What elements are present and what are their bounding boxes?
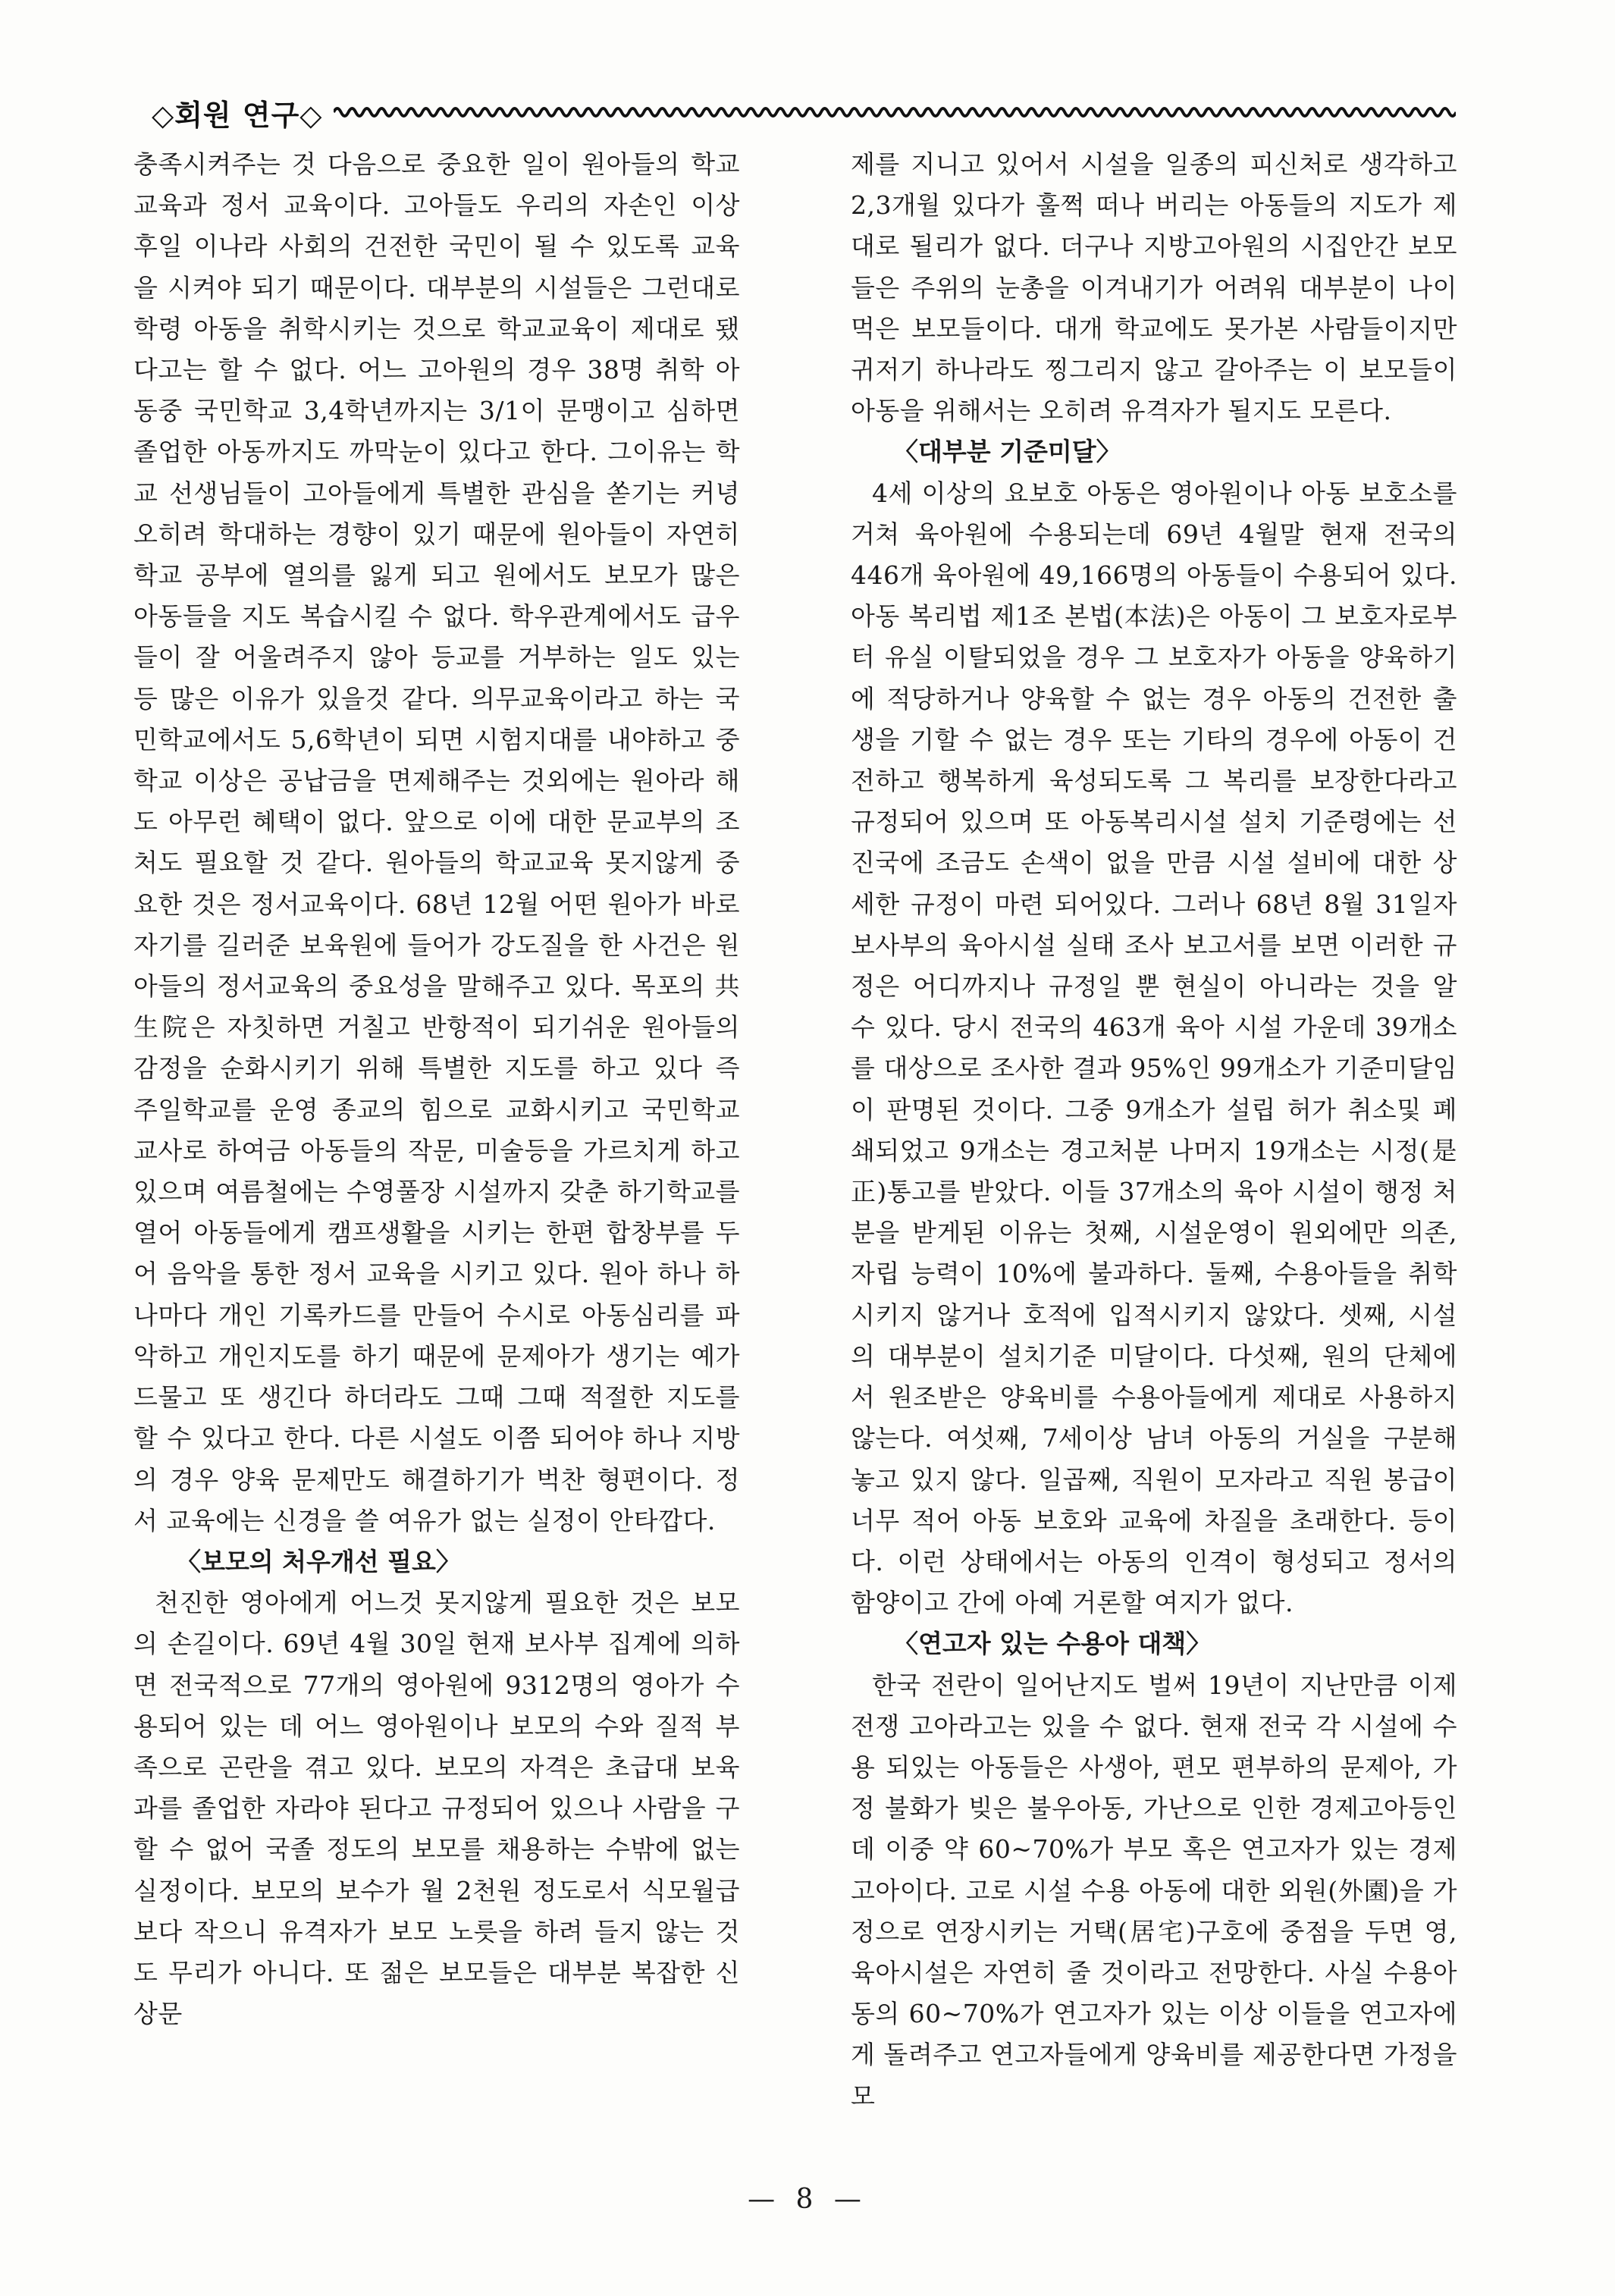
left-paragraph-1: 충족시켜주는 것 다음으로 중요한 일이 원아들의 학교 교육과 정서 교육이다. 고아들도 우리의 자손인 이상 후일 이나라 사회의 건전한 국민이 될 수 있도록 교육을 시켜야 되기 때문이다. 대부분의 시설들은 그런대로 학령 아동을 취학시키는 것으로 학교교육이 제대로 됐다고는 할 수 없다. 어느 고아원의 경우 38명 취학 아동중 국민학교 3,4학년까지는 3/1이 문맹이고 심하면 졸업한 아동까지도 까막눈이 있다고 한다. 그이유는 학교 선생님들이 고아들에게 특별한 관심을 쏟기는 커녕 오히려 학대하는 경향이 있기 때문에 원아들이 자연히 학교 공부에 열의를 잃게 되고 원에서도 보모가 많은 아동들을 지도 복습시킬 수 없다. 학우관계에서도 급우들이 잘 어울려주지 않아 등교를 거부하는 일도 있는 등 많은 이유가 있을것 같다. 의무교육이라고 하는 국민학교에서도 5,6학년이 되면 시험지대를 내야하고 중학교 이상은 공납금을 면제해주는 것외에는 원아라 해도 아무런 혜택이 없다. 앞으로 이에 대한 문교부의 조처도 필요할 것 같다. 원아들의 학교교육 못지않게 중요한 것은 정서교육이다. 68년 12월 어떤 원아가 바로 자기를 길러준 보육원에 들어가 강도질을 한 사건은 원아들의 정서교육의 중요성을 말해주고 있다. 목포의 共生院은 자칫하면 거칠고 반항적이 되기쉬운 원아들의 감정을 순화시키기 위해 특별한 지도를 하고 있다 즉 주일학교를 운영 종교의 힘으로 교화시키고 국민학교 교사로 하여금 아동들의 작문, 미술등을 가르치게 하고 있으며 여름철에는 수영풀장 시설까지 갖춘 하기학교를 열어 아동들에게 캠프생활을 시키는 한편 합창부를 두어 음악을 통한 정서 교육을 시키고 있다. 원아 하나 하나마다 개인 기록카드를 만들어 수시로 아동심리를 파악하고 개인지도를 하기 때문에 문제아가 생기는 예가 드물고 또 생긴다 하더라도 그때 그때 적절한 지도를 할 수 있다고 한다. 다른 시설도 이쯤 되어야 하나 지방의 경우 양육 문제만도 해결하기가 벅찬 형편이다. 정서 교육에는 신경을 쓸 여유가 없는 실정이 안타깝다. (133, 149, 740, 1535)
heading-caregiver-treatment: 〈보모의 처우개선 필요〉 (176, 1546, 461, 1576)
left-column (133, 144, 740, 2034)
heading-relatives-measures: 〈연고자 있는 수용아 대책〉 (893, 1629, 1212, 1659)
right-paragraph-2: 4세 이상의 요보호 아동은 영아원이나 아동 보호소를 거쳐 육아원에 수용되는데 69년 4월말 현재 전국의 446개 육아원에 49,166명의 아동들이 수용되어 있다. 아동 복리법 제1조 본법(本法)은 아동이 그 보호자로부터 유실 이탈되었을 경우 그 보호자가 아동을 양육하기에 적당하거나 양육할 수 없는 경우 아동의 건전한 출생을 기할 수 없는 경우 또는 기타의 경우에 아동이 건전하고 행복하게 육성되도록 그 복리를 보장한다라고 규정되어 있으며 또 아동복리시설 설치 기준령에는 선진국에 조금도 손색이 없을 만큼 시설 설비에 대한 상세한 규정이 마련 되어있다. 그러나 68년 8월 31일자 보사부의 육아시설 실태 조사 보고서를 보면 이러한 규정은 어디까지나 규정일 뿐 현실이 아니라는 것을 알 수 있다. 당시 전국의 463개 육아 시설 가운데 39개소를 대상으로 조사한 결과 95%인 99개소가 기준미달임이 판명된 것이다. 그중 9개소가 설립 허가 취소및 폐쇄되었고 9개소는 경고처분 나머지 19개소는 시정(是正)통고를 받았다. 이들 37개소의 육아 시설이 행정 처분을 받게된 이유는 첫째, 시설운영이 원외에만 의존, 자립 능력이 10%에 불과하다. 둘째, 수용아들을 취학시키지 않거나 호적에 입적시키지 않았다. 셋째, 시설의 대부분이 설치기준 미달이다. 다섯째, 원의 단체에서 원조받은 양육비를 수용아들에게 제대로 사용하지 않는다. 여섯째, 7세이상 남녀 아동의 거실을 구분해 놓고 있지 않다. 일곱째, 직원이 모자라고 직원 봉급이 너무 적어 아동 보호와 교육에 차질을 초래한다. 등이다. 이런 상태에서는 아동의 인격이 형성되고 정서의 함양이고 간에 아예 거론할 여지가 없다. (851, 478, 1457, 1618)
page-number: — 8 — (748, 2184, 867, 2215)
heading-substandard: 〈대부분 기준미달〉 (893, 437, 1121, 467)
left-paragraph-2: 천진한 영아에게 어느것 못지않게 필요한 것은 보모의 손길이다. 69년 4월 30일 현재 보사부 집계에 의하면 전국적으로 77개의 영아원에 9312명의 영아가 수용되어 있는 데 어느 영아원이나 보모의 수와 질적 부족으로 곤란을 겪고 있다. 보모의 자격은 초급대 보육과를 졸업한 자라야 된다고 규정되어 있으나 사람을 구할 수 없어 국졸 정도의 보모를 채용하는 수밖에 없는 실정이다. 보모의 보수가 월 2천원 정도로서 식모월급보다 작으니 유격자가 보모 노릇을 하려 들지 않는 것도 무리가 아니다. 또 젊은 보모들은 대부분 복잡한 신상문 (133, 1588, 740, 2029)
right-column (851, 144, 1457, 2117)
right-paragraph-3: 한국 전란이 일어난지도 벌써 19년이 지난만큼 이제 전쟁 고아라고는 있을 수 없다. 현재 전국 각 시설에 수용 되있는 아동들은 사생아, 편모 편부하의 문제아, 가정 불화가 빚은 불우아동, 가난으로 인한 경제고아등인데 이중 약 60~70%가 부모 혹은 연고자가 있는 경제고아이다. 고로 시설 수용 아동에 대한 외원(外園)을 가정으로 연장시키는 거택(居宅)구호에 중점을 두면 영,육아시설은 자연히 줄 것이라고 전망한다. 사실 수용아동의 60~70%가 연고자가 있는 이상 이들을 연고자에게 돌려주고 연고자들에게 양육비를 제공한다면 가정을 모 (851, 1670, 1457, 2111)
section-title: ◇회원 연구◇ (152, 98, 323, 132)
section-header (152, 89, 1456, 135)
wavy-rule (334, 102, 1456, 123)
right-paragraph-1: 제를 지니고 있어서 시설을 일종의 피신처로 생각하고 2,3개월 있다가 훌쩍 떠나 버리는 아동들의 지도가 제대로 될리가 없다. 더구나 지방고아원의 시집안간 보모들은 주위의 눈총을 이겨내기가 어려워 대부분이 나이 먹은 보모들이다. 대개 학교에도 못가본 사람들이지만 귀저기 하나라도 찡그리지 않고 갈아주는 이 보모들이 아동을 위해서는 오히려 유격자가 될지도 모른다. (851, 149, 1457, 426)
